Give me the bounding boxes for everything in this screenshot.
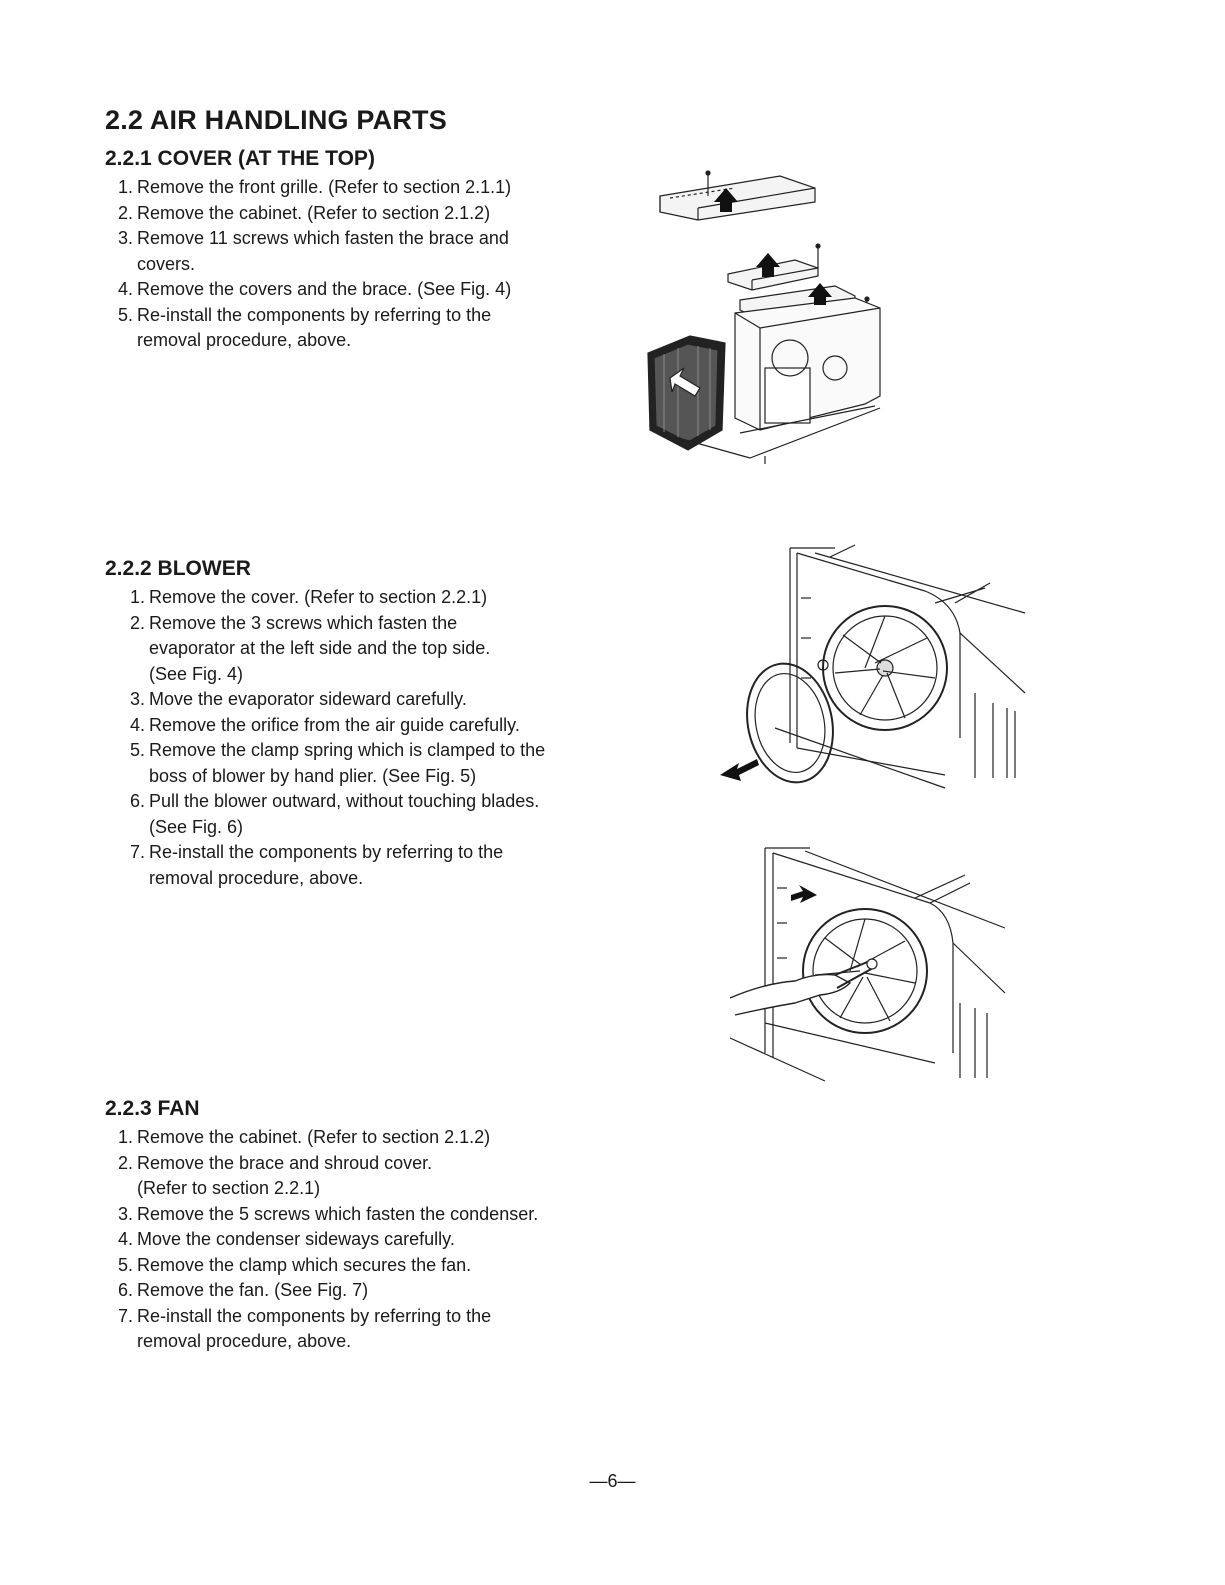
step-text: Remove the covers and the brace. (See Fig. 4) xyxy=(137,279,512,299)
step-number: 1. xyxy=(117,177,133,197)
step-number: 1. xyxy=(129,587,145,607)
step-text: (See Fig. 6) xyxy=(149,816,244,837)
step-text: Move the condenser sideways carefully. xyxy=(137,1229,455,1249)
step-text: Remove the cover. (Refer to section 2.2.1) xyxy=(149,587,488,607)
step-item xyxy=(105,1227,605,1253)
step-number: 3. xyxy=(129,689,145,709)
step-number xyxy=(105,764,149,790)
step-item xyxy=(105,1202,605,1228)
step-number xyxy=(105,662,149,688)
step-item xyxy=(105,687,605,713)
section-title: 2.2.1 COVER (AT THE TOP) xyxy=(105,147,375,170)
step-text: Remove the 5 screws which fasten the condenser. xyxy=(137,1203,539,1224)
step-item xyxy=(105,175,605,201)
step-text: Move the evaporator sideward carefully. xyxy=(149,689,467,709)
step-text: removal procedure, above. xyxy=(149,867,364,888)
section-blower xyxy=(105,557,605,891)
step-text: (See Fig. 4) xyxy=(149,663,244,684)
step-item xyxy=(105,840,605,866)
step-item xyxy=(105,585,605,611)
step-text: Re-install the components by referring to the xyxy=(137,304,492,325)
step-item xyxy=(105,713,605,739)
step-list xyxy=(105,1125,605,1355)
step-number: 2. xyxy=(117,202,133,223)
step-item-continuation xyxy=(105,866,605,892)
step-number xyxy=(105,866,149,892)
step-item xyxy=(105,611,605,637)
step-text: Remove the fan. (See Fig. 7) xyxy=(137,1280,369,1300)
step-item xyxy=(105,789,605,815)
step-number xyxy=(105,636,149,662)
step-item-continuation xyxy=(105,328,605,354)
step-text: (Refer to section 2.2.1) xyxy=(137,1178,321,1198)
step-list xyxy=(105,175,605,354)
step-text: Remove the cabinet. (Refer to section 2.1.2) xyxy=(137,202,491,223)
orifice-removal-illustration xyxy=(715,543,1035,798)
step-number xyxy=(105,328,137,354)
step-text: evaporator at the left side and the top side. xyxy=(149,638,491,658)
section-cover-at-top xyxy=(105,147,605,354)
step-item xyxy=(105,277,605,303)
step-number: 5. xyxy=(117,1254,133,1275)
step-item xyxy=(105,1278,605,1304)
step-item xyxy=(105,738,605,764)
step-number xyxy=(105,815,149,841)
step-item xyxy=(105,303,605,329)
step-text: Remove the clamp which secures the fan. xyxy=(137,1254,472,1275)
step-item-continuation xyxy=(105,1176,605,1202)
step-number: 4. xyxy=(117,1229,133,1249)
step-list xyxy=(105,585,605,891)
step-item xyxy=(105,1151,605,1177)
section-fan xyxy=(105,1097,605,1355)
clamp-spring-removal-illustration xyxy=(725,843,1015,1083)
step-number xyxy=(105,1329,137,1355)
step-text: Re-install the components by referring to the xyxy=(149,842,504,862)
step-item-continuation xyxy=(105,764,605,790)
step-number: 5. xyxy=(117,304,133,325)
step-text: removal procedure, above. xyxy=(137,1331,352,1351)
step-text: Pull the blower outward, without touching blades. xyxy=(149,791,540,811)
step-number: 7. xyxy=(117,1305,133,1326)
cover-removal-illustration xyxy=(640,168,890,468)
step-item-continuation xyxy=(105,1329,605,1355)
step-number: 3. xyxy=(117,228,133,248)
step-number: 6. xyxy=(129,791,145,811)
step-text: Re-install the components by referring to the xyxy=(137,1305,492,1326)
step-text: Remove the 3 screws which fasten the xyxy=(149,612,458,633)
step-number: 1. xyxy=(117,1127,133,1147)
step-item xyxy=(105,201,605,227)
step-item-continuation xyxy=(105,815,605,841)
page-heading: 2.2 AIR HANDLING PARTS xyxy=(105,105,447,135)
step-number: 6. xyxy=(117,1280,133,1300)
step-number: 5. xyxy=(129,740,145,760)
step-item-continuation xyxy=(105,636,605,662)
step-number: 4. xyxy=(117,279,133,299)
step-number xyxy=(105,1176,137,1202)
step-number: 2. xyxy=(117,1152,133,1173)
step-text: removal procedure, above. xyxy=(137,330,352,350)
step-text: Remove 11 screws which fasten the brace and xyxy=(137,228,509,248)
section-title: 2.2.3 FAN xyxy=(105,1097,200,1120)
step-text: Remove the front grille. (Refer to section 2.1.1) xyxy=(137,177,512,197)
step-text: covers. xyxy=(137,253,196,274)
step-item xyxy=(105,1304,605,1330)
step-number: 2. xyxy=(129,612,145,633)
step-text: Remove the orifice from the air guide carefully. xyxy=(149,714,520,735)
step-number: 3. xyxy=(117,1203,133,1224)
section-title: 2.2.2 BLOWER xyxy=(105,557,251,580)
step-text: Remove the brace and shroud cover. xyxy=(137,1152,433,1173)
step-item-continuation xyxy=(105,252,605,278)
step-text: boss of blower by hand plier. (See Fig. 5) xyxy=(149,765,477,786)
step-number xyxy=(105,252,137,278)
step-number: 7. xyxy=(129,842,145,862)
step-number: 4. xyxy=(129,714,145,735)
step-text: Remove the clamp spring which is clamped to the xyxy=(149,740,546,760)
step-item xyxy=(105,1253,605,1279)
page-number: —6— xyxy=(589,1471,636,1491)
step-text: Remove the cabinet. (Refer to section 2.1.2) xyxy=(137,1127,491,1147)
step-item-continuation xyxy=(105,662,605,688)
step-item xyxy=(105,1125,605,1151)
step-item xyxy=(105,226,605,252)
